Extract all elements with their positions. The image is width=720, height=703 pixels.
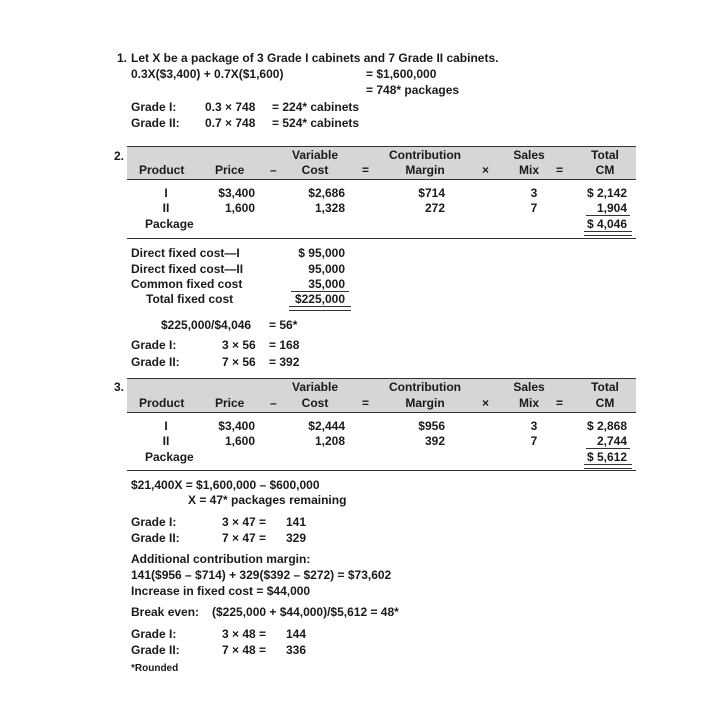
part2-row2-mix: 7 [530,201,538,215]
part2-row2-cost: 1,328 [314,201,345,215]
part3-grade2b-calc: 7 × 48 = [222,643,267,657]
part1-number: 1. [117,51,128,65]
part2-fixed1-value: $ 95,000 [298,246,345,260]
part3-header-margin: Margin [405,396,445,410]
part3-header-equals: = [362,396,370,410]
part3-grade2-label: Grade II: [131,531,180,545]
part3-header-sales: Sales [513,380,545,394]
part3-additional-cm-calc: 141($956 – $714) + 329($392 – $272) = $73,602 [131,568,392,582]
part1-equation-lhs: 0.3X($3,400) + 0.7X($1,600) [131,67,284,81]
part2-header-equals: = [362,163,370,177]
part2-header-contribution: Contribution [389,148,461,162]
part3-row1-margin: $956 [418,419,445,433]
part3-number: 3. [114,380,125,394]
part2-header-mix: Mix [518,163,539,177]
part2-header-product: Product [139,163,185,177]
part2-row1-cost: $2,686 [308,186,345,200]
part2-header-margin: Margin [405,163,445,177]
part2-header-variable: Variable [291,148,339,162]
part3-grade1b-result: 144 [286,627,307,641]
part3-table-bottom-rule [127,470,636,471]
part3-row1-total: $ 2,868 [586,419,627,433]
part3-additional-cm-label: Additional contribution margin: [131,552,311,566]
part2-header-price: Price [215,163,245,177]
part2-table-bottom-rule [127,238,636,239]
part1-grade1-label: Grade I: [131,100,177,114]
part1-grade1-result: = 224* cabinets [272,100,360,114]
part1-grade2-calc: 0.7 × 748 [205,116,256,130]
part2-row1-margin: $714 [418,186,445,200]
part3-total-double-underline [584,464,632,469]
part2-fixed2-label: Direct fixed cost—II [131,262,244,276]
part2-header-total: Total [591,148,619,162]
part3-header-equals2: = [556,396,564,410]
part2-header-times: × [482,163,490,177]
part2-grade1-label: Grade I: [131,338,177,352]
part3-header-mix: Mix [518,396,539,410]
part2-row1-total: $ 2,142 [586,186,627,200]
part2-fixed3-label: Common fixed cost [131,277,243,291]
part3-header-total: Total [591,380,619,394]
part3-grade2-result: 329 [286,531,307,545]
part1-grade1-calc: 0.3 × 748 [205,100,256,114]
part2-fixed1-label: Direct fixed cost—I [131,246,240,260]
part3-header-price: Price [215,396,245,410]
part2-row1-product: I [164,186,168,200]
part2-header-minus: – [270,163,277,177]
part2-breakeven-result: = 56* [269,318,298,332]
part3-fixed-increase: Increase in fixed cost = $44,000 [131,584,311,598]
part3-header-cm: CM [595,396,615,410]
part3-row1-cost: $2,444 [308,419,345,433]
part3-grade1-result: 141 [286,515,307,529]
part2-fixed2-value: 95,000 [308,262,345,276]
part3-grade1-label: Grade I: [131,515,177,529]
part3-row2-mix: 7 [530,434,538,448]
part3-grade1b-calc: 3 × 48 = [222,627,267,641]
part1-equation-rhs1: = $1,600,000 [366,67,437,81]
part2-package-label: Package [145,217,194,231]
part1-equation-rhs2: = 748* packages [366,83,460,97]
part2-total-fixed-value: $225,000 [294,292,345,306]
footnote: *Rounded [131,663,179,674]
part3-package-label: Package [145,450,194,464]
part2-row2-total: 1,904 [596,201,627,215]
part3-row1-price: $3,400 [218,419,255,433]
part2-header-cm: CM [595,163,615,177]
part2-grade1-result: = 168 [269,338,300,352]
part3-row1-product: I [164,419,168,433]
part3-breakeven-label: Break even: [131,605,200,619]
part2-breakeven-calc: $225,000/$4,046 [161,318,252,332]
part2-grade2-calc: 7 × 56 [222,355,256,369]
part2-package-total: $ 4,046 [586,217,627,231]
part3-equation-1: $21,400X = $1,600,000 – $600,000 [131,478,320,492]
part3-header-variable: Variable [291,380,339,394]
part2-grade2-result: = 392 [269,355,300,369]
part2-row2-product: II [162,201,170,215]
part3-header-times: × [482,396,490,410]
part2-fixed3-value: 35,000 [308,277,345,291]
part3-header-cost: Cost [301,396,329,410]
part3-package-total: $ 5,612 [586,450,627,464]
part3-equation-2: X = 47* packages remaining [188,493,347,507]
part1-grade2-result: = 524* cabinets [272,116,360,130]
part3-row2-margin: 392 [424,434,445,448]
part3-row2-cost: 1,208 [314,434,345,448]
part3-grade2b-result: 336 [286,643,307,657]
part2-header-cost: Cost [301,163,329,177]
part3-total-underline [586,448,630,449]
part2-grade1-calc: 3 × 56 [222,338,256,352]
part3-row2-product: II [162,434,170,448]
part2-number: 2. [114,149,125,163]
part3-grade2b-label: Grade II: [131,643,180,657]
part3-header-contribution: Contribution [389,380,461,394]
part3-row2-price: 1,600 [224,434,255,448]
part3-header-product: Product [139,396,185,410]
part3-row2-total: 2,744 [596,434,627,448]
part2-total-double-underline [584,231,632,236]
part2-row1-mix: 3 [530,186,538,200]
part3-header-minus: – [270,396,277,410]
part2-grade2-label: Grade II: [131,355,180,369]
part2-header-sales: Sales [513,148,545,162]
part3-row1-mix: 3 [530,419,538,433]
part3-grade1b-label: Grade I: [131,627,177,641]
part3-grade1-calc: 3 × 47 = [222,515,267,529]
part2-row1-price: $3,400 [218,186,255,200]
part2-total-underline [586,215,630,216]
part2-row2-price: 1,600 [224,201,255,215]
part2-total-fixed-label: Total fixed cost [146,292,234,306]
part1-grade2-label: Grade II: [131,116,180,130]
part2-row2-margin: 272 [424,201,445,215]
part2-fixed-double-underline [289,306,351,311]
part1-title: Let X be a package of 3 Grade I cabinets and 7 Grade II cabinets. [131,51,499,65]
part2-header-equals2: = [556,163,564,177]
part3-grade2-calc: 7 × 47 = [222,531,267,545]
part3-breakeven-calc: ($225,000 + $44,000)/$5,612 = 48* [212,605,399,619]
